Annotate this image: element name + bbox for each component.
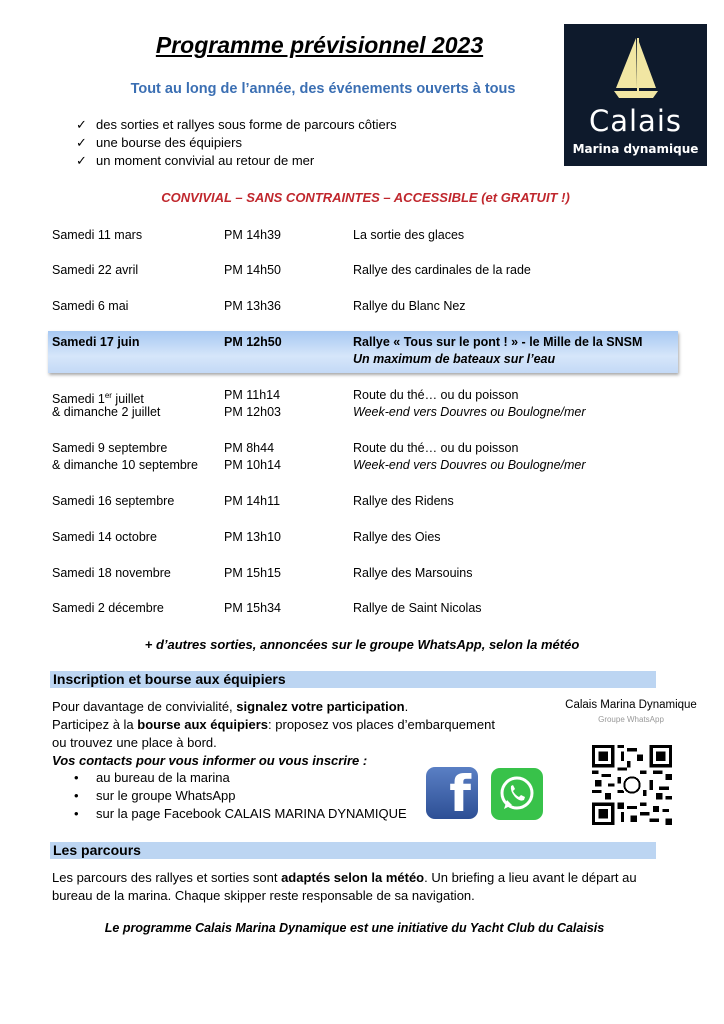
- event-time: PM 15h34: [224, 601, 281, 615]
- event-date-2: & dimanche 10 septembre: [52, 458, 198, 472]
- logo-name: Calais: [588, 104, 682, 138]
- event-date: Samedi 18 novembre: [52, 566, 171, 580]
- event-time: PM 8h44: [224, 441, 275, 455]
- event-name: Route du thé… ou du poisson: [353, 441, 519, 455]
- list-item: • sur le groupe WhatsApp: [72, 787, 407, 805]
- event-time-2: PM 12h03: [224, 405, 281, 419]
- event-name: Route du thé… ou du poisson: [353, 388, 519, 402]
- page-subtitle: Tout au long de l’année, des événements ouverts à tous: [130, 81, 516, 97]
- section-heading-parcours: Les parcours: [50, 842, 656, 859]
- event-time-2: PM 10h14: [224, 458, 281, 472]
- event-time: PM 12h50: [224, 335, 282, 349]
- event-date: Samedi 11 mars: [52, 228, 143, 242]
- event-note: Un maximum de bateaux sur l’eau: [353, 352, 556, 366]
- event-date: Samedi 6 mai: [52, 299, 129, 313]
- logo-tagline: Marina dynamique: [572, 142, 699, 156]
- event-date: Samedi 9 septembre: [52, 441, 168, 455]
- more-outings-note: + d’autres sorties, annoncées sur le groupe WhatsApp, selon la météo: [144, 637, 580, 652]
- whatsapp-group-label: Groupe WhatsApp: [598, 715, 664, 724]
- whatsapp-icon[interactable]: [491, 768, 543, 820]
- feature-list: [76, 116, 397, 170]
- list-item: • sur la page Facebook CALAIS MARINA DYNAMIQUE: [72, 805, 407, 823]
- section-heading-inscription: Inscription et bourse aux équipiers: [50, 671, 656, 688]
- event-name: Rallye des Oies: [353, 530, 441, 544]
- list-item: ✓ un moment convivial au retour de mer: [76, 153, 315, 168]
- contact-list: [72, 769, 407, 823]
- event-time: PM 14h11: [224, 494, 281, 508]
- event-name: Rallye des cardinales de la rade: [353, 263, 531, 277]
- whatsapp-group-name: Calais Marina Dynamique: [565, 699, 697, 711]
- list-item: ✓ une bourse des équipiers: [76, 135, 242, 150]
- parcours-text: Les parcours des rallyes et sorties sont adaptés selon la météo. Un briefing a lieu avant le départ au bureau de la marina. Chaque skipper reste responsable de sa navigation.: [52, 870, 637, 903]
- list-item: ✓ des sorties et rallyes sous forme de parcours côtiers: [76, 117, 397, 132]
- qr-code[interactable]: [592, 745, 672, 825]
- inscription-text: Pour davantage de convivialité, signalez votre participation. Participez à la bourse aux équipiers: proposez vos places d’embarquement ou trouvez une place à bord. Vos contacts pour vous informer ou vous inscrire :: [52, 699, 495, 768]
- calais-logo: [564, 24, 707, 166]
- event-name: Rallye du Blanc Nez: [353, 299, 466, 313]
- list-item: • au bureau de la marina: [72, 769, 407, 787]
- event-note: Week-end vers Douvres ou Boulogne/mer: [353, 458, 586, 472]
- event-note: Week-end vers Douvres ou Boulogne/mer: [353, 405, 586, 419]
- event-time: PM 11h14: [224, 388, 281, 402]
- event-date: Samedi 16 septembre: [52, 494, 175, 508]
- event-time: PM 14h50: [224, 263, 281, 277]
- check-icon: ✓: [76, 135, 87, 150]
- check-icon: ✓: [76, 153, 87, 168]
- event-date: Samedi 2 décembre: [52, 601, 164, 615]
- event-time: PM 14h39: [224, 228, 281, 242]
- event-name: Rallye des Ridens: [353, 494, 454, 508]
- sailboat-icon: [608, 36, 664, 100]
- event-name: Rallye des Marsouins: [353, 566, 473, 580]
- event-date: Samedi 22 avril: [52, 263, 139, 277]
- event-time: PM 13h36: [224, 299, 281, 313]
- page-title: Programme prévisionnel 2023: [155, 32, 484, 58]
- facebook-icon[interactable]: f: [426, 767, 478, 819]
- event-name: Rallye de Saint Nicolas: [353, 601, 482, 615]
- check-icon: ✓: [76, 117, 87, 132]
- event-date: Samedi 17 juin: [52, 335, 140, 349]
- event-time: PM 15h15: [224, 566, 281, 580]
- footer-note: Le programme Calais Marina Dynamique est une initiative du Yacht Club du Calaisis: [104, 921, 605, 935]
- tagline: CONVIVIAL – SANS CONTRAINTES – ACCESSIBLE (et GRATUIT !): [161, 190, 570, 205]
- event-time: PM 13h10: [224, 530, 281, 544]
- event-date-2: & dimanche 2 juillet: [52, 405, 161, 419]
- event-date: Samedi 1er juillet: [52, 391, 144, 407]
- event-name: Rallye « Tous sur le pont ! » - le Mille de la SNSM: [353, 335, 643, 349]
- event-name: La sortie des glaces: [353, 228, 465, 242]
- event-date: Samedi 14 octobre: [52, 530, 157, 544]
